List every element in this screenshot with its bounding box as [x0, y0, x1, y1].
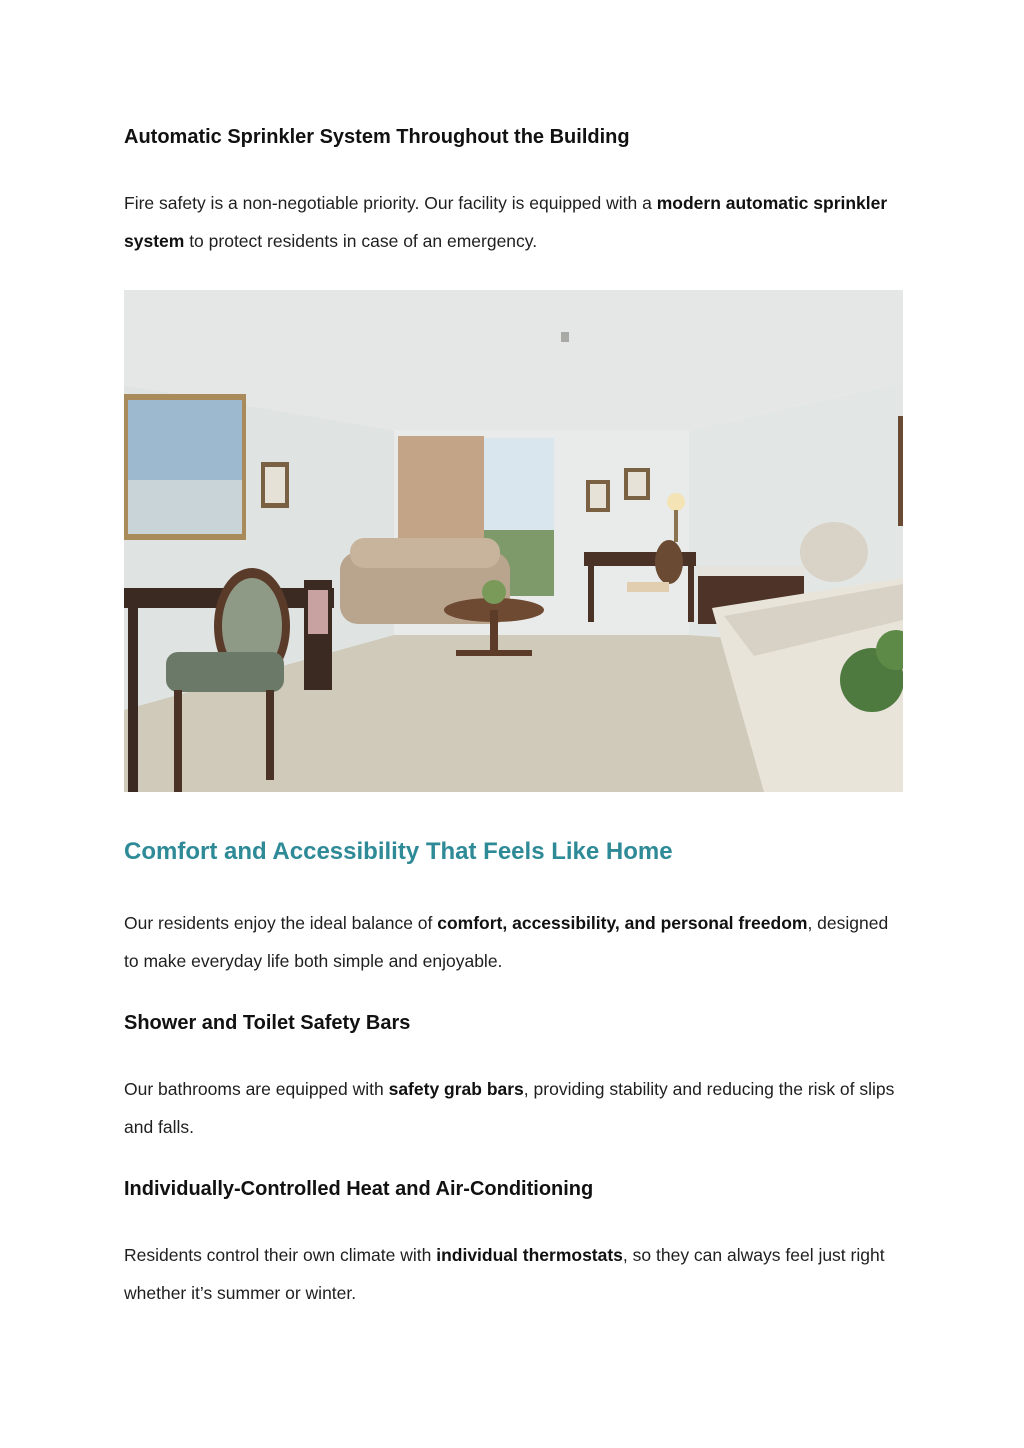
- climate-text-bold: individual thermostats: [436, 1245, 623, 1265]
- sprinkler-text-1: Fire safety is a non-negotiable priority. Our facility is equipped with a: [124, 193, 657, 213]
- safety-bars-paragraph: [124, 1070, 904, 1146]
- sprinkler-text-2: to protect residents in case of an emergency.: [184, 231, 538, 251]
- safety-bars-text-bold: safety grab bars: [388, 1079, 524, 1099]
- room-photo-illustration: [124, 290, 903, 792]
- safety-bars-text-2: , providing stability and reducing the risk of slips and falls.: [124, 1079, 895, 1137]
- comfort-text-1: Our residents enjoy the ideal balance of: [124, 913, 438, 933]
- comfort-heading: Comfort and Accessibility That Feels Like Home: [124, 838, 673, 865]
- sprinkler-text-bold: modern automatic sprinkler system: [124, 193, 888, 251]
- comfort-text-2: , designed to make everyday life both simple and enjoyable.: [124, 913, 889, 971]
- climate-text-2: , so they can always feel just right whether it’s summer or winter.: [124, 1245, 885, 1303]
- comfort-paragraph: [124, 904, 904, 980]
- safety-bars-heading: Shower and Toilet Safety Bars: [124, 1012, 411, 1034]
- climate-text-1: Residents control their own climate with: [124, 1245, 437, 1265]
- comfort-text-bold: comfort, accessibility, and personal freedom: [437, 913, 808, 933]
- sprinkler-paragraph: [124, 184, 904, 260]
- climate-paragraph: [124, 1236, 904, 1312]
- climate-heading: Individually-Controlled Heat and Air-Conditioning: [124, 1178, 594, 1200]
- sprinkler-heading: Automatic Sprinkler System Throughout the Building: [124, 126, 630, 148]
- room-photo: [124, 290, 903, 792]
- safety-bars-text-1: Our bathrooms are equipped with: [124, 1079, 389, 1099]
